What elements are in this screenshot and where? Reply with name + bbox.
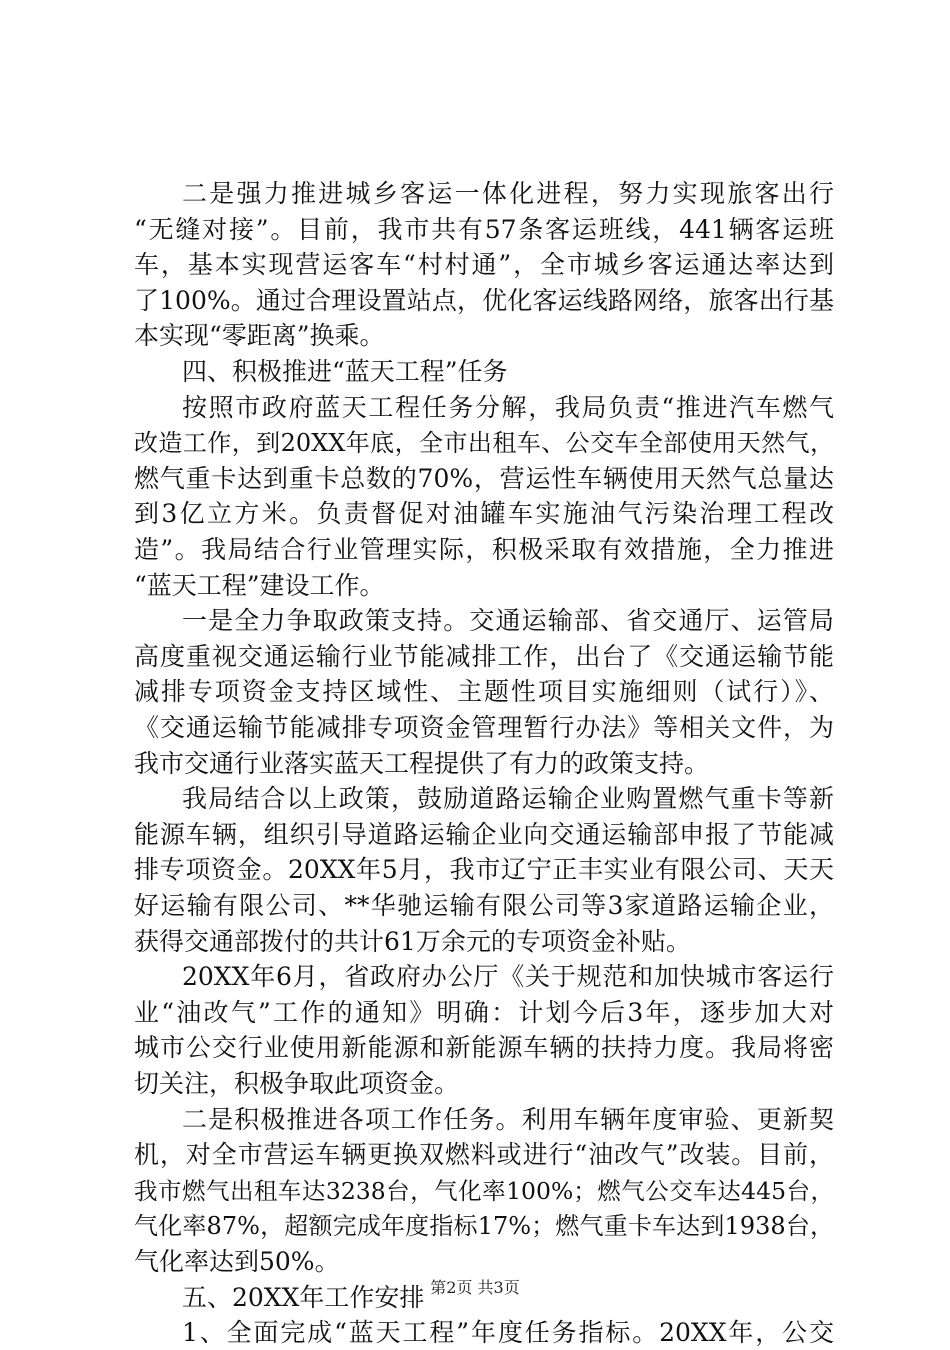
- text-line: 高度重视交通运输行业节能减排工作，出台了《交通运输节能: [134, 641, 834, 671]
- text-line: 城市公交行业使用新能源和新能源车辆的扶持力度。我局将密: [134, 1033, 834, 1063]
- text-line: 五、20XX年工作安排: [182, 1282, 425, 1312]
- text-line: 造”。我局结合行业管理实际，积极采取有效措施，全力推进: [134, 535, 834, 564]
- text-line: 四、积极推进“蓝天工程”任务: [182, 357, 508, 386]
- text-line: 我局结合以上政策，鼓励道路运输企业购置燃气重卡等新: [182, 784, 834, 814]
- text-line: 《交通运输节能减排专项资金管理暂行办法》等相关文件，为: [134, 713, 834, 742]
- text-line: 能源车辆，组织引导道路运输企业向交通运输部申报了节能减: [134, 819, 834, 849]
- text-line: 按照市政府蓝天工程任务分解，我局负责“推进汽车燃气: [182, 392, 834, 422]
- text-line: 获得交通部拨付的共计61万余元的专项资金补贴。: [134, 926, 691, 956]
- text-line: 好运输有限公司、**华驰运输有限公司等3家道路运输企业，: [134, 891, 834, 920]
- text-line: 一是全力争取政策支持。交通运输部、省交通厅、运管局: [182, 606, 834, 636]
- page-footer: 第2页 共3页: [430, 1278, 520, 1297]
- text-line: 排专项资金。20XX年5月，我市辽宁正丰实业有限公司、天天: [134, 855, 834, 885]
- text-line: “无缝对接”。目前，我市共有57条客运班线，441辆客运班: [134, 214, 834, 244]
- text-line: 20XX年6月，省政府办公厅《关于规范和加快城市客运行: [182, 962, 834, 992]
- text-line: “蓝天工程”建设工作。: [134, 570, 385, 600]
- text-line: 气化率达到50%。: [134, 1247, 340, 1276]
- text-line: 业“油改气”工作的通知》明确：计划今后3年，逐步加大对: [134, 997, 834, 1027]
- text-line: 我市交通行业落实蓝天工程提供了有力的政策支持。: [134, 748, 710, 778]
- text-line: 机，对全市营运车辆更换双燃料或进行“油改气”改装。目前，: [134, 1140, 834, 1170]
- text-line: 1、全面完成“蓝天工程”年度任务指标。20XX年，公交: [182, 1318, 834, 1348]
- text-line: 到3亿立方米。负责督促对油罐车实施油气污染治理工程改: [134, 499, 834, 529]
- text-line: 车，基本实现营运客车“村村通”，全市城乡客运通达率达到: [134, 250, 834, 280]
- text-line: 改造工作，到20XX年底，全市出租车、公交车全部使用天然气，: [134, 429, 834, 458]
- text-line: 燃气重卡达到重卡总数的70%，营运性车辆使用天然气总量达: [134, 463, 834, 493]
- text-line: 我市燃气出租车达3238台，气化率100%；燃气公交车达445台，: [134, 1176, 834, 1205]
- text-line: 气化率87%，超额完成年度指标17%；燃气重卡车达到1938台，: [134, 1212, 834, 1241]
- text-line: 本实现“零距离”换乘。: [134, 321, 385, 351]
- text-line: 二是积极推进各项工作任务。利用车辆年度审验、更新契: [182, 1104, 834, 1134]
- text-line: 切关注，积极争取此项资金。: [134, 1069, 460, 1098]
- text-line: 了100%。通过合理设置站点，优化客运线路网络，旅客出行基: [134, 285, 834, 315]
- text-line: 减排专项资金支持区域性、主题性项目实施细则（试行）》、: [134, 677, 834, 707]
- text-line: 二是强力推进城乡客运一体化进程，努力实现旅客出行: [182, 179, 834, 208]
